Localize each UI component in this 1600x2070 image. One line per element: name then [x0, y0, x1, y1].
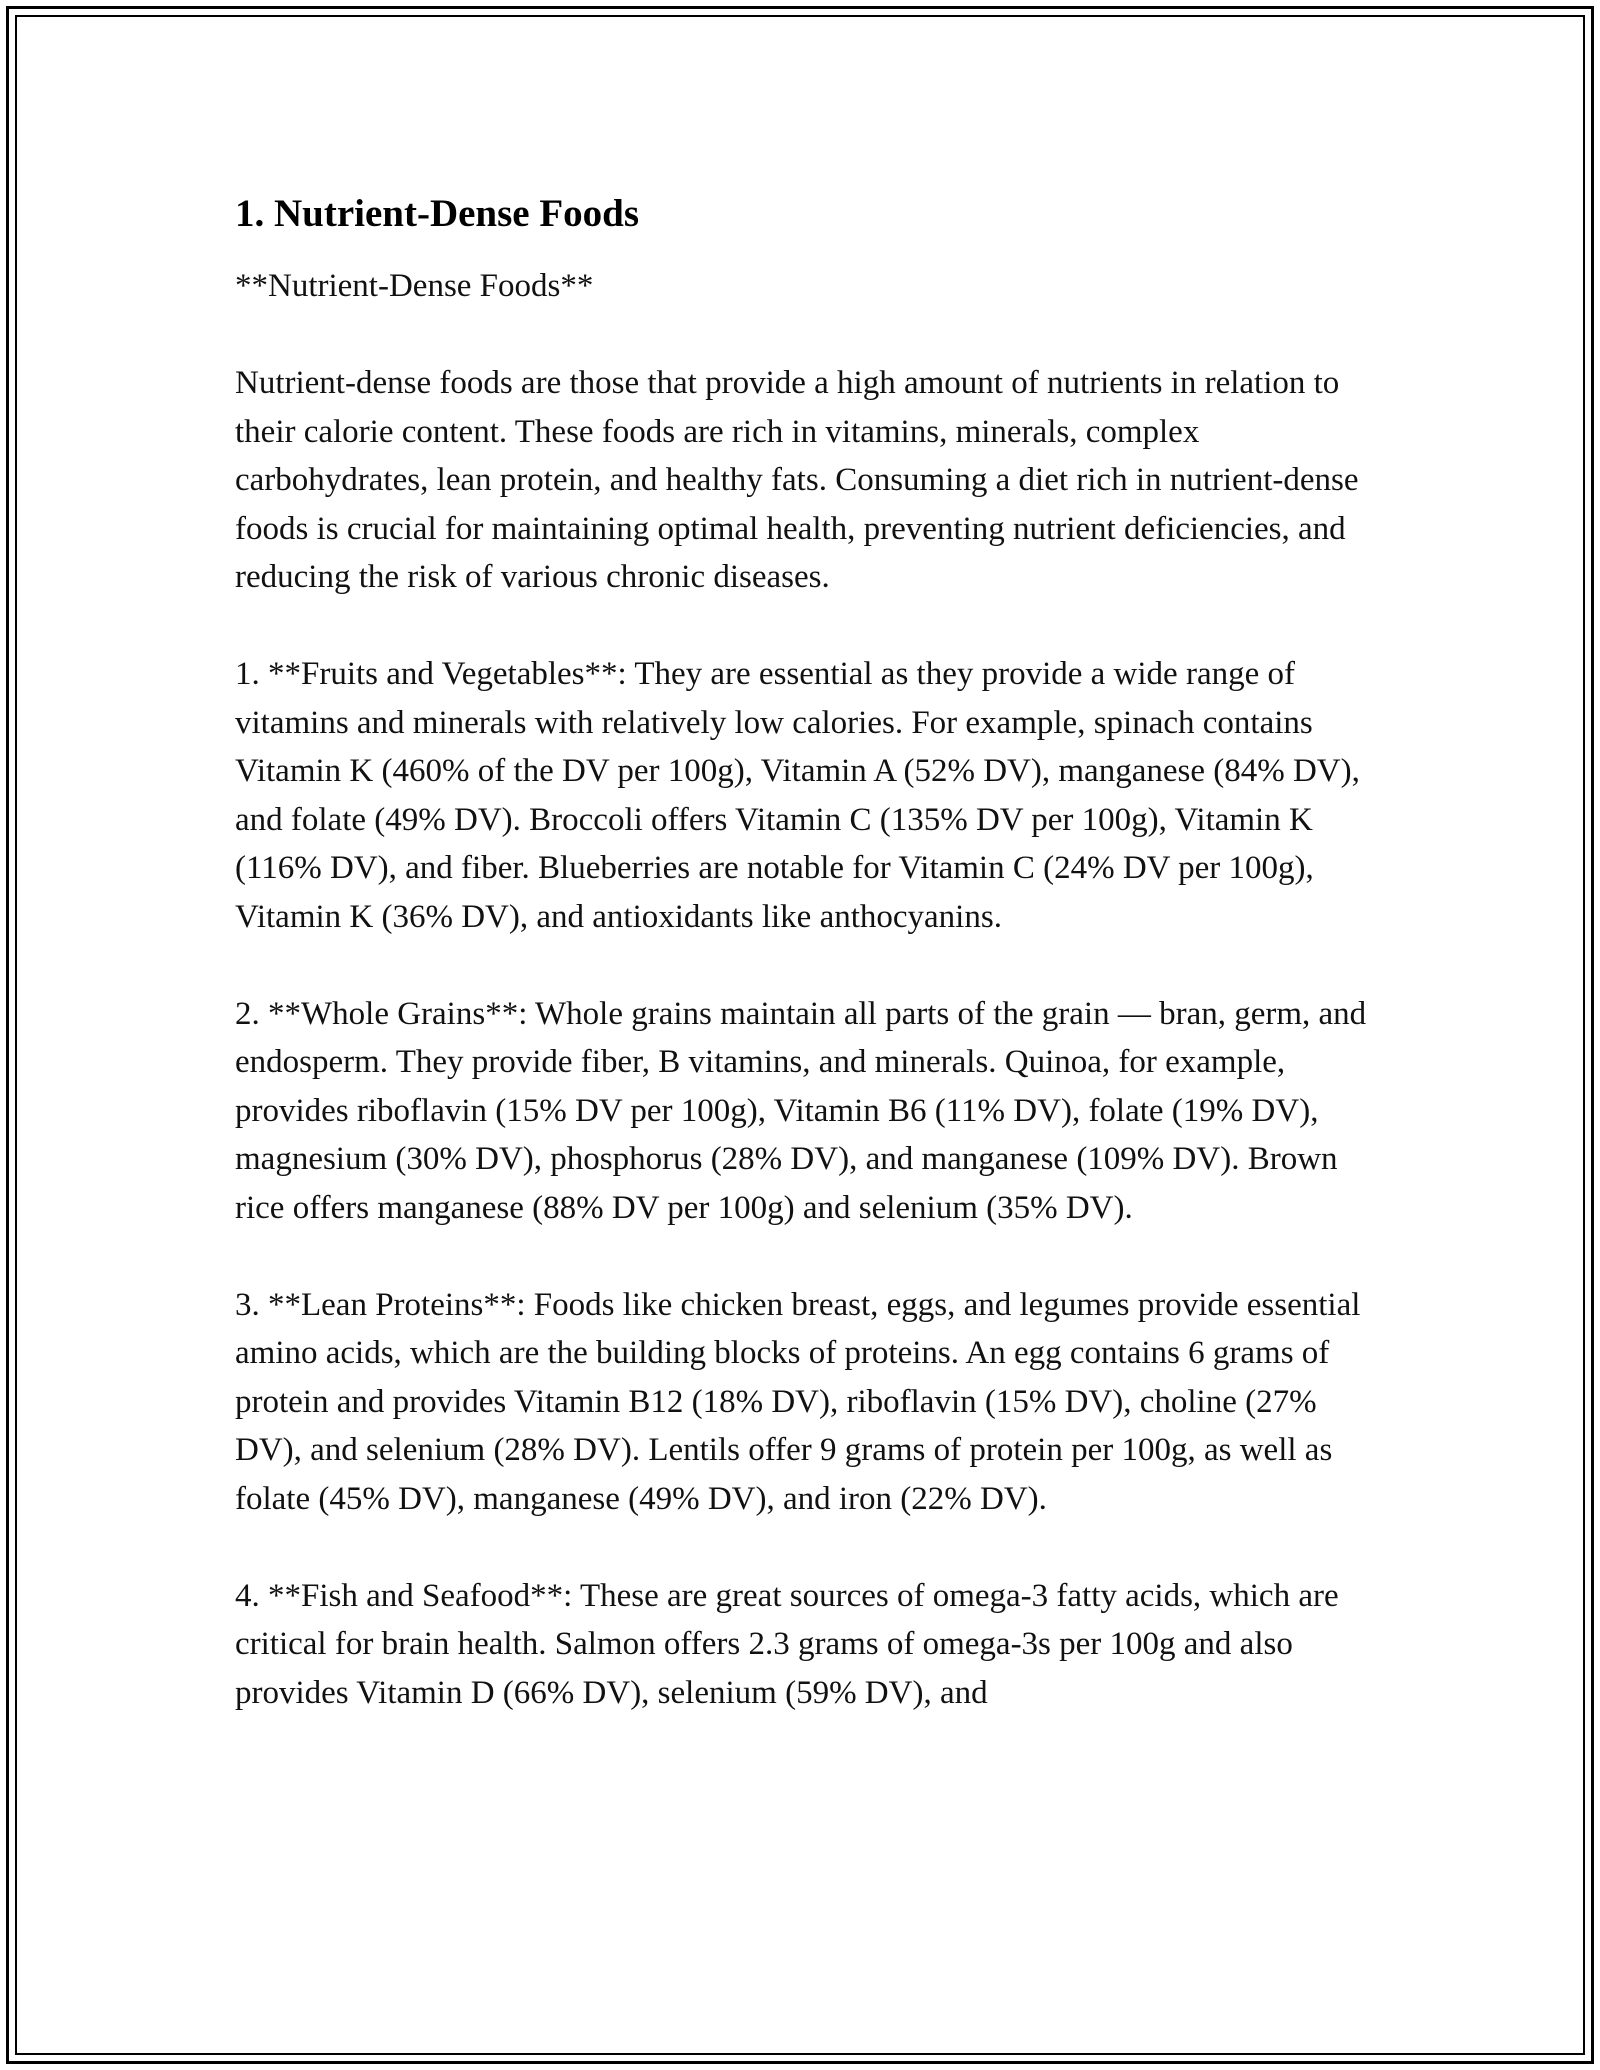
lean-proteins-paragraph: 3. **Lean Proteins**: Foods like chicken breast, eggs, and legumes provide essential amino acids, which are the building blocks of proteins. An egg contains 6 grams of protein and provides Vitamin B12 (18% DV), riboflavin (15% DV), choline (27% DV), and selenium (28% DV). Lentils offer 9 grams of protein per 100g, as well as folate (45% DV), manganese (49% DV), and iron (22% DV).	[235, 1286, 1361, 1517]
intro-paragraph: Nutrient-dense foods are those that provide a high amount of nutrients in relation to their calorie content. These foods are rich in vitamins, minerals, complex carbohydrates, lean protein, and healthy fats. Consuming a diet rich in nutrient-dense foods is crucial for maintaining optimal health, preventing nutrient deficiencies, and reducing the risk of various chronic diseases.	[235, 365, 1359, 595]
fruits-vegetables-paragraph: 1. **Fruits and Vegetables**: They are essential as they provide a wide range of vitamins and minerals with relatively low calories. For example, spinach contains Vitamin K (460% of the DV per 100g), Vitamin A (52% DV), manganese (84% DV), and folate (49% DV). Broccoli offers Vitamin C (135% DV per 100g), Vitamin K (116% DV), and fiber. Blueberries are notable for Vitamin C (24% DV per 100g), Vitamin K (36% DV), and antioxidants like anthocyanins.	[235, 656, 1360, 935]
document-body	[235, 186, 1385, 1766]
section-subheading: **Nutrient-Dense Foods**	[235, 268, 594, 304]
section-heading: 1. Nutrient-Dense Foods	[235, 192, 640, 235]
fish-seafood-paragraph: 4. **Fish and Seafood**: These are great sources of omega-3 fatty acids, which are critical for brain health. Salmon offers 2.3 grams of omega-3s per 100g and also provides Vitamin D (66% DV), selenium (59% DV), and	[235, 1577, 1339, 1711]
whole-grains-paragraph: 2. **Whole Grains**: Whole grains maintain all parts of the grain — bran, germ, and endosperm. They provide fiber, B vitamins, and minerals. Quinoa, for example, provides riboflavin (15% DV per 100g), Vitamin B6 (11% DV), folate (19% DV), magnesium (30% DV), phosphorus (28% DV), and manganese (109% DV). Brown rice offers manganese (88% DV per 100g) and selenium (35% DV).	[235, 995, 1367, 1226]
